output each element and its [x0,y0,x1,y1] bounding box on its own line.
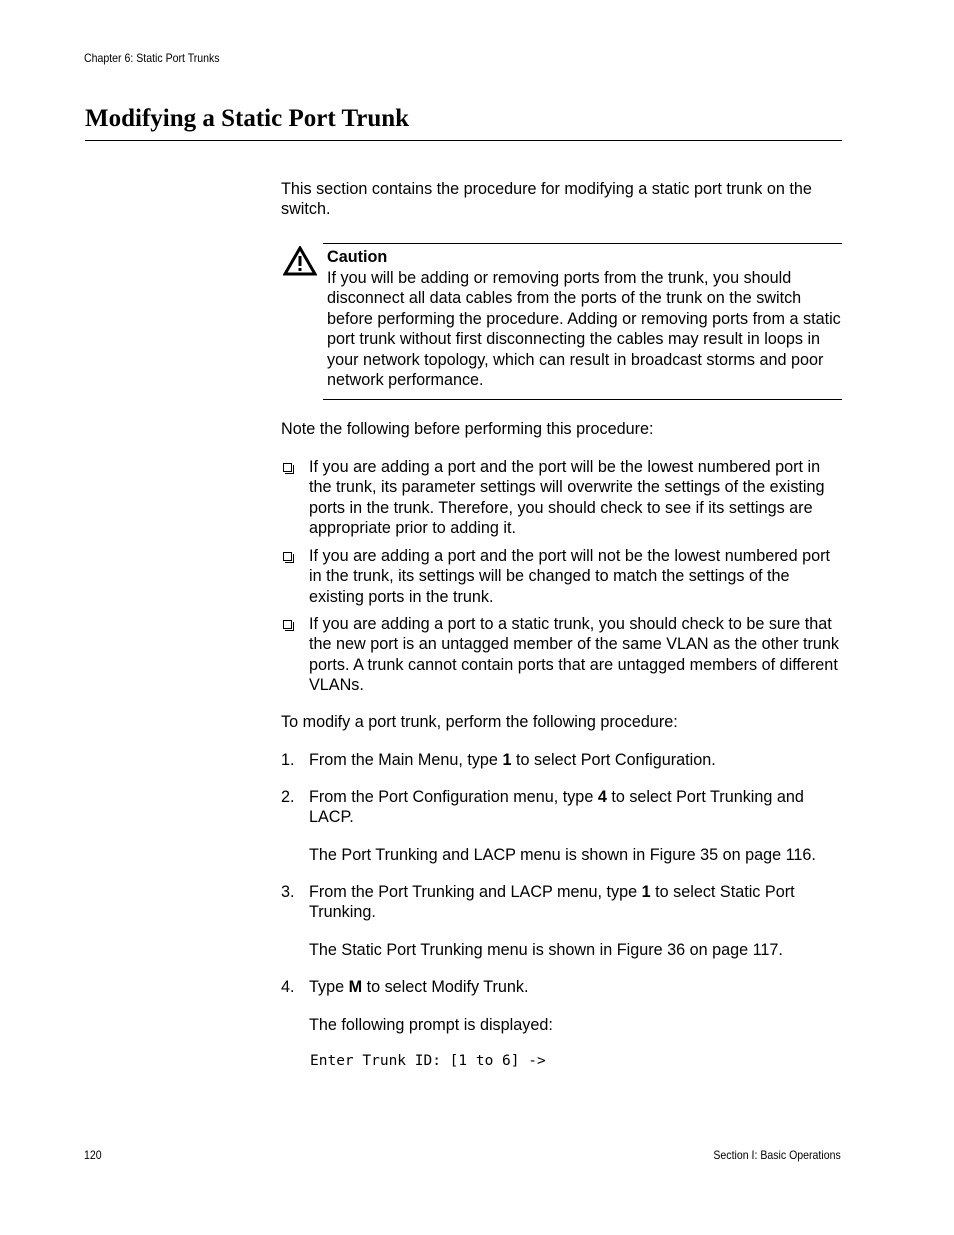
procedure-intro: To modify a port trunk, perform the following procedure: [281,713,678,731]
bullet-text: If you are adding a port and the port will not be the lowest numbered port in the trunk, its settings will be changed to match the settings of the existing ports in the trunk. [309,547,831,606]
section-title: Modifying a Static Port Trunk [85,105,410,132]
intro-paragraph: This section contains the procedure for modifying a static port trunk on the switch. [281,180,812,219]
step-2-note: The Port Trunking and LACP menu is shown in Figure 35 on page 116. [309,846,816,864]
bullet-box-icon [283,552,292,561]
step-key: 1 [641,883,651,901]
step-text: Type M to select Modify Trunk. [309,978,529,996]
prompt-code: Enter Trunk ID: [1 to 6] -> [310,1053,546,1069]
step-number: 4. [281,978,295,996]
page-number: 120 [84,1148,102,1162]
note-intro: Note the following before performing this procedure: [281,420,654,438]
chapter-header: Chapter 6: Static Port Trunks [84,51,220,65]
bullet-box-icon [283,620,292,629]
step-3-note: The Static Port Trunking menu is shown in Figure 36 on page 117. [309,941,783,959]
step-number: 1. [281,751,295,769]
caution-title: Caution [327,248,388,266]
step-number: 2. [281,788,295,806]
caution-text: If you will be adding or removing ports from the trunk, you should disconnect all data cables from the ports of the trunk on the switch before performing the procedure. Adding or removing ports from a static port trunk without first disconnecting the cables may result in loops in your network topology, which can result in broadcast storms and poor network performance. [327,269,841,390]
warning-triangle-icon [283,246,317,276]
step-text: From the Port Configuration menu, type 4 to select Port Trunking and LACP. [309,788,804,827]
step-key: M [348,978,363,996]
step-number: 3. [281,883,295,901]
step-key: 1 [502,751,512,769]
step-text: From the Port Trunking and LACP menu, type 1 to select Static Port Trunking. [309,883,795,922]
step-text: From the Main Menu, type 1 to select Port Configuration. [309,751,716,769]
bullet-text: If you are adding a port to a static trunk, you should check to be sure that the new port is an untagged member of the same VLAN as the other trunk ports. A trunk cannot contain ports that are untagged members of different VLANs. [309,615,839,695]
bullet-text: If you are adding a port and the port will be the lowest numbered port in the trunk, its parameter settings will overwrite the settings of the existing ports in the trunk. Therefore, you should check to see if its settings are appropriate prior to adding it. [309,458,825,538]
caution-box [281,243,842,400]
title-rule [85,140,842,141]
caution-rule-bottom [323,399,842,400]
caution-rule-top [323,243,842,244]
footer-section: Section I: Basic Operations [713,1148,841,1162]
step-key: 4 [597,788,607,806]
bullet-box-icon [283,463,292,472]
step-4-note: The following prompt is displayed: [309,1016,553,1034]
